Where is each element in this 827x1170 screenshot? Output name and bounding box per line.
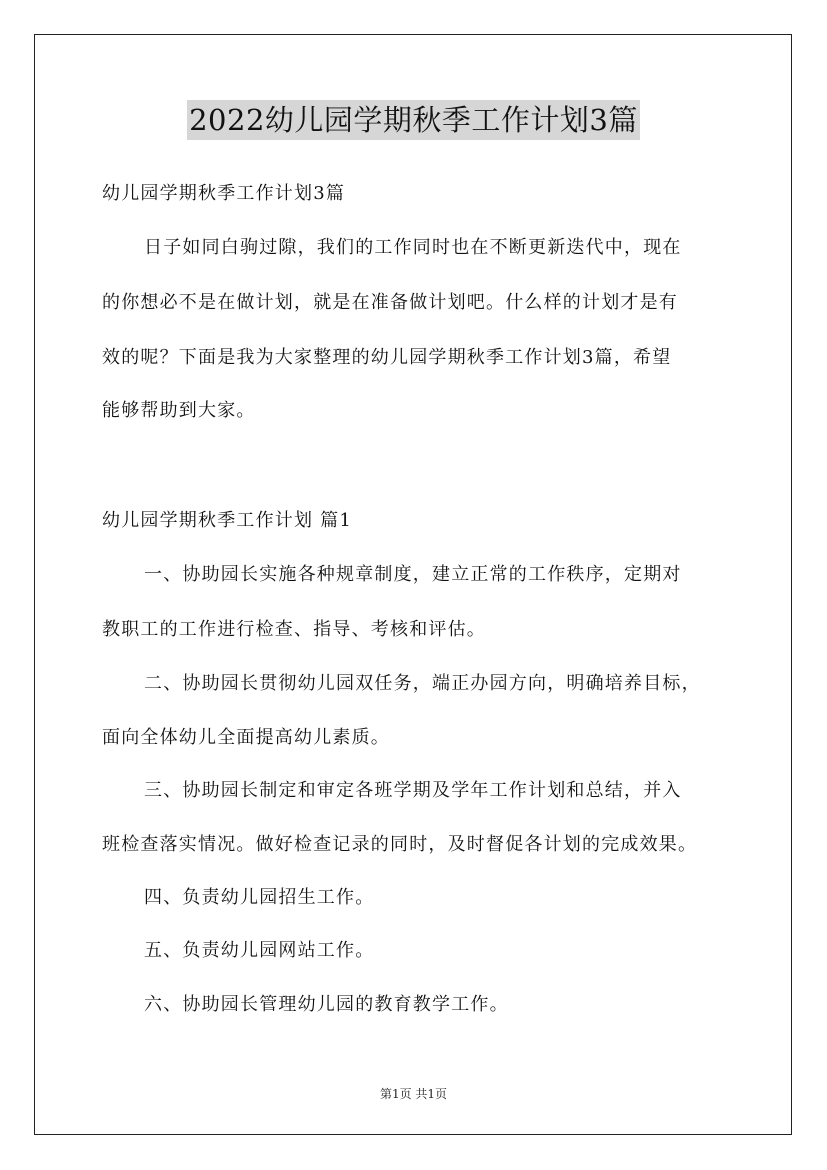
- intro-line-4: 能够帮助到大家。: [102, 400, 256, 421]
- item-1-line-2: 教职工的工作进行检查、指导、考核和评估。: [102, 619, 486, 640]
- document-title: 2022幼儿园学期秋季工作计划3篇: [187, 100, 640, 140]
- item-4: 四、负责幼儿园招生工作。: [144, 887, 375, 908]
- intro-line-2: 的你想必不是在做计划，就是在准备做计划吧。什么样的计划才是有: [102, 292, 678, 313]
- item-2-line-1: 二、协助园长贯彻幼儿园双任务，端正办园方向，明确培养目标，: [144, 673, 701, 694]
- item-6: 六、协助园长管理幼儿园的教育教学工作。: [144, 994, 509, 1015]
- item-3-line-1: 三、协助园长制定和审定各班学期及学年工作计划和总结，并入: [144, 780, 682, 801]
- item-3-line-2: 班检查落实情况。做好检查记录的同时，及时督促各计划的完成效果。: [102, 834, 698, 855]
- document-subtitle: 幼儿园学期秋季工作计划3篇: [102, 183, 346, 204]
- section-heading: 幼儿园学期秋季工作计划 篇1: [102, 510, 352, 531]
- intro-line-3: 效的呢？下面是我为大家整理的幼儿园学期秋季工作计划3篇，希望: [102, 347, 672, 368]
- item-1-line-1: 一、协助园长实施各种规章制度，建立正常的工作秩序，定期对: [144, 564, 682, 585]
- title-container: [0, 100, 827, 140]
- intro-line-1: 日子如同白驹过隙，我们的工作同时也在不断更新迭代中，现在: [144, 237, 682, 258]
- item-5: 五、负责幼儿园网站工作。: [144, 940, 375, 961]
- item-2-line-2: 面向全体幼儿全面提高幼儿素质。: [102, 727, 390, 748]
- page-footer: 第1页 共1页: [379, 1087, 448, 1101]
